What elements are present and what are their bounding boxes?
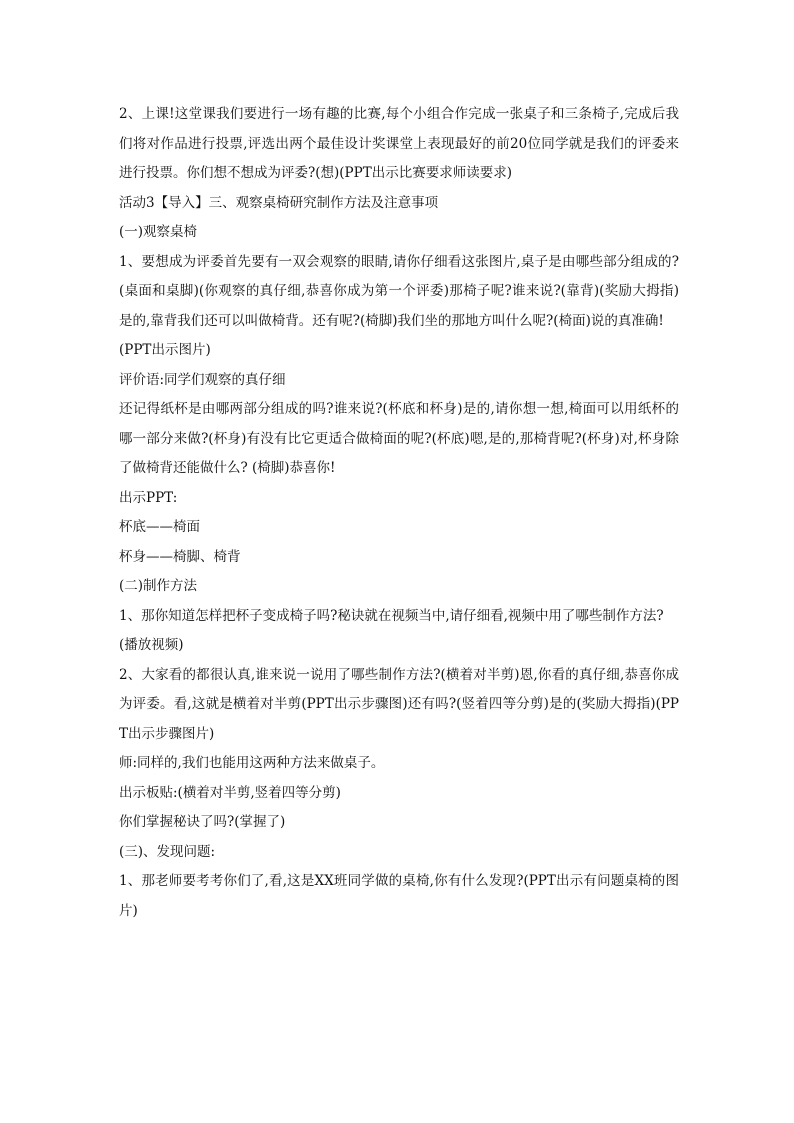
- paragraph: 2、大家看的都很认真,谁来说一说用了哪些制作方法?(横着对半剪)恩,你看的真仔细,恭喜你成为评委。看,这就是横着对半剪(PPT出示步骤图)还有吗?(竖着四等分剪)是的(奖励大拇指)(PPT出示步骤图片): [119, 666, 679, 742]
- paragraph: 1、那老师要考考你们了,看,这是XX班同学做的桌椅,你有什么发现?(PPT出示有问题桌椅的图片): [119, 873, 679, 919]
- paragraph: 师:同样的,我们也能用这两种方法来做桌子。: [119, 755, 385, 771]
- paragraph: 你们掌握秘诀了吗?(掌握了): [119, 814, 286, 830]
- paragraph: 活动3【导入】三、观察桌椅研究制作方法及注意事项: [119, 194, 439, 211]
- paragraph: 评价语:同学们观察的真仔细: [119, 371, 286, 388]
- paragraph: 出示板贴:(横着对半剪,竖着四等分剪): [119, 784, 341, 801]
- paragraph: 还记得纸杯是由哪两部分组成的吗?谁来说?(杯底和杯身)是的,请你想一想,椅面可以用纸杯的哪一部分来做?(杯身)有没有比它更适合做椅面的呢?(杯底)嗯,是的,那椅背呢?(杯身)对,杯身除了做椅背还能做什么? (椅脚)恭喜你!: [119, 401, 679, 476]
- paragraph: 1、那你知道怎样把杯子变成椅子吗?秘诀就在视频当中,请仔细看,视频中用了哪些制作方法?: [119, 607, 664, 624]
- paragraph: (二)制作方法: [119, 578, 198, 594]
- paragraph: 2、上课!这堂课我们要进行一场有趣的比赛,每个小组合作完成一张桌子和三条椅子,完成后我们将对作品进行投票,评选出两个最佳设计奖课堂上表现最好的前20位同学就是我们的评委来进行投票。你们想不想成为评委?(想)(PPT出示比赛要求师读要求): [119, 106, 679, 181]
- paragraph: 出示PPT:: [119, 489, 178, 506]
- paragraph: (三)、发现问题:: [119, 843, 216, 860]
- document-body: [119, 100, 679, 926]
- paragraph: 杯身——椅脚、椅背: [119, 548, 241, 565]
- paragraph: (一)观察桌椅: [119, 224, 198, 240]
- paragraph: (播放视频): [119, 637, 184, 653]
- paragraph: (PPT出示图片): [119, 342, 211, 358]
- paragraph: 1、要想成为评委首先要有一双会观察的眼睛,请你仔细看这张图片,桌子是由哪些部分组成的?(桌面和桌脚)(你观察的真仔细,恭喜你成为第一个评委)那椅子呢?谁来说?(靠背)(奖励大拇指)是的,靠背我们还可以叫做椅背。还有呢?(椅脚)我们坐的那地方叫什么呢?(椅面)说的真准确!: [119, 253, 679, 329]
- paragraph: 杯底——椅面: [119, 519, 200, 535]
